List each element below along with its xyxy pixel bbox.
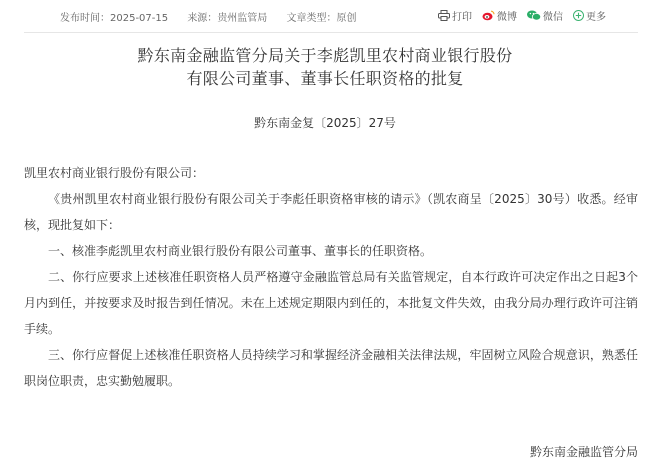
title-line-1: 黔东南金融监管分局关于李彪凯里农村商业银行股份 xyxy=(137,46,513,65)
title-line-2: 有限公司董事、董事长任职资格的批复 xyxy=(186,69,464,88)
wechat-share-button[interactable] xyxy=(527,8,563,23)
printer-icon xyxy=(438,10,450,21)
document-number: 黔东南金复〔2025〕27号 xyxy=(254,116,396,130)
more-share-button[interactable] xyxy=(573,8,606,23)
signature: 黔东南金融监管分局 xyxy=(529,445,638,459)
paragraph-item-3: 三、你行应督促上述核准任职资格人员持续学习和掌握经济金融相关法律法规，牢固树立风险合规意识，熟悉任职岗位职责，忠实勤勉履职。 xyxy=(24,348,638,388)
wechat-icon xyxy=(527,10,541,21)
publish-date-value: 2025-07-15 xyxy=(110,13,169,24)
share-toolbar xyxy=(428,8,606,23)
paragraph-intro: 《贵州凯里农村商业银行股份有限公司关于李彪任职资格审核的请示》（凯农商呈〔2025〕30号）收悉。经审核，现批复如下： xyxy=(24,192,638,232)
plus-circle-icon xyxy=(573,10,584,21)
print-button[interactable] xyxy=(438,8,472,23)
paragraph-item-1: 一、核准李彪凯里农村商业银行股份有限公司董事、董事长的任职资格。 xyxy=(48,244,433,258)
paragraph-item-2: 二、你行应要求上述核准任职资格人员严格遵守金融监管总局有关监管规定，自本行政许可决定作出之日起3个月内到任，并按要求及时报告到任情况。未在上述规定期限内到任的，本批复文件失效，由我分局办理行政许可注销手续。 xyxy=(24,270,638,336)
source xyxy=(187,13,267,24)
type-value: 原创 xyxy=(336,13,357,24)
document-body xyxy=(24,160,638,394)
print-label: 打印 xyxy=(452,12,472,23)
more-label: 更多 xyxy=(586,12,606,23)
meta-info xyxy=(60,9,373,24)
source-value: 贵州监管局 xyxy=(217,13,268,24)
weibo-icon xyxy=(482,10,495,21)
weibo-share-button[interactable] xyxy=(482,8,517,23)
meta-bar xyxy=(24,0,638,33)
article-type xyxy=(287,13,357,24)
weibo-label: 微博 xyxy=(497,12,517,23)
type-label: 文章类型： xyxy=(286,13,337,24)
addressee: 凯里农村商业银行股份有限公司： xyxy=(24,166,205,180)
source-label: 来源： xyxy=(187,13,218,24)
publish-label: 发布时间： xyxy=(60,13,110,24)
document-title xyxy=(0,44,650,90)
publish-date xyxy=(60,13,168,24)
wechat-label: 微信 xyxy=(543,12,563,23)
